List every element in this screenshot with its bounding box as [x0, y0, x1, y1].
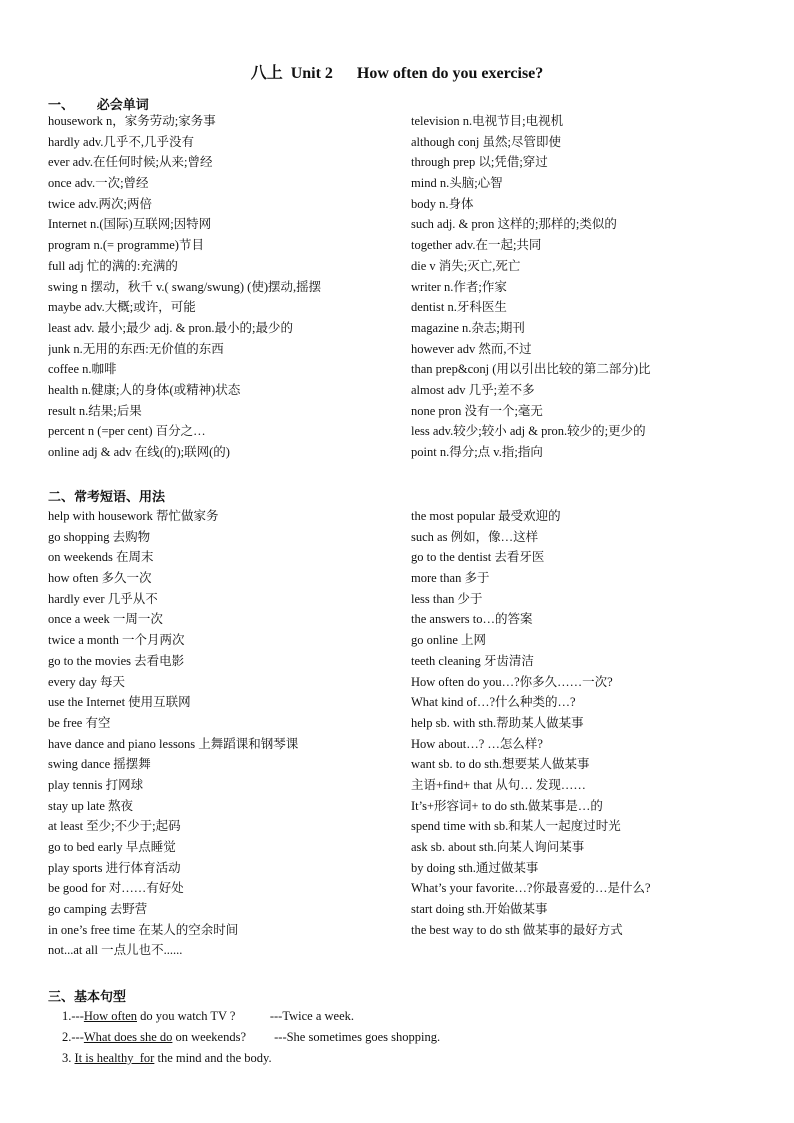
- underlined-answer: It is healthy for: [74, 1051, 155, 1065]
- phrase-item: It’s+形容词+ to do sth.做某事是…的: [411, 798, 603, 813]
- sentence-prefix: 2.---: [62, 1030, 84, 1044]
- vocab-item: magazine n.杂志;期刊: [411, 320, 525, 335]
- vocab-item: percent n (=per cent) 百分之…: [48, 424, 206, 439]
- phrase-item: teeth cleaning 牙齿清洁: [411, 653, 534, 668]
- vocab-item: health n.健康;人的身体(或精神)状态: [48, 382, 241, 397]
- vocab-item: through prep 以;凭借;穿过: [411, 155, 548, 170]
- phrase-item: 主语+find+ that 从句… 发现……: [411, 777, 586, 792]
- phrase-item: every day 每天: [48, 674, 126, 689]
- vocab-item: swing n 摆动，秋千 v.( swang/swung) (使)摆动,摇摆: [48, 279, 322, 294]
- vocab-item: although conj 虽然;尽管即使: [411, 134, 561, 149]
- phrase-item: less than 少于: [411, 591, 483, 606]
- phrases-left-column: [48, 506, 398, 961]
- vocab-item: ever adv.在任何时候;从来;曾经: [48, 155, 213, 170]
- phrase-item: help with housework 帮忙做家务: [48, 509, 219, 523]
- phrase-item: on weekends 在周末: [48, 550, 154, 565]
- vocab-item: hardly adv.几乎不,几乎没有: [48, 134, 195, 149]
- vocab-item: body n.身体: [411, 196, 474, 211]
- sentence-rest: do you watch TV ? ---Twice a week.: [137, 1009, 354, 1023]
- phrase-item: be good for 对……有好处: [48, 881, 184, 896]
- vocab-item: least adv. 最小;最少 adj. & pron.最小的;最少的: [48, 320, 293, 335]
- vocab-right-column: [411, 111, 781, 463]
- vocab-item: junk n.无用的东西:无价值的东西: [48, 341, 224, 356]
- sentence-3: [62, 1048, 440, 1069]
- phrase-item: by doing sth.通过做某事: [411, 860, 539, 875]
- phrase-item: help sb. with sth.帮助某人做某事: [411, 715, 584, 730]
- phrase-item: not...at all 一点儿也不......: [48, 943, 183, 958]
- vocab-item: full adj 忙的满的:充满的: [48, 258, 178, 273]
- sentence-list: [62, 1006, 440, 1069]
- vocab-section-heading: 一、 必会单词: [48, 97, 149, 112]
- phrase-item: ask sb. about sth.向某人询问某事: [411, 840, 585, 854]
- vocab-item: die v 消失;灭亡,死亡: [411, 258, 521, 273]
- phrase-item: use the Internet 使用互联网: [48, 695, 191, 710]
- phrase-item: the best way to do sth 做某事的最好方式: [411, 922, 623, 937]
- phrase-item: go to the dentist 去看牙医: [411, 550, 545, 565]
- phrase-item: go to bed early 早点睡觉: [48, 840, 176, 854]
- phrase-item: What’s your favorite…?你最喜爱的…是什么?: [411, 881, 651, 896]
- vocab-left-column: [48, 111, 398, 463]
- phrase-item: hardly ever 几乎从不: [48, 591, 158, 606]
- sentence-rest: the mind and the body.: [154, 1051, 272, 1065]
- phrase-item: start doing sth.开始做某事: [411, 902, 548, 917]
- phrase-item: be free 有空: [48, 715, 111, 730]
- sentences-section-heading: 三、基本句型: [48, 989, 127, 1004]
- vocab-item: coffee n.咖啡: [48, 362, 117, 377]
- phrase-item: such as 例如，像…这样: [411, 529, 539, 544]
- phrase-item: stay up late 熬夜: [48, 798, 134, 813]
- vocab-item: maybe adv.大概;或许，可能: [48, 300, 196, 315]
- vocab-item: mind n.头脑;心智: [411, 176, 503, 191]
- phrase-item: What kind of…?什么种类的…?: [411, 695, 576, 710]
- phrase-item: How about…? …怎么样?: [411, 736, 543, 751]
- phrase-item: the answers to…的答案: [411, 612, 533, 627]
- vocab-item: point n.得分;点 v.指;指向: [411, 445, 543, 459]
- vocab-item: less adv.较少;较小 adj & pron.较少的;更少的: [411, 424, 646, 439]
- phrase-item: swing dance 摇摆舞: [48, 757, 151, 772]
- phrases-section-heading: 二、常考短语、用法: [48, 489, 166, 504]
- sentence-rest: on weekends? ---She sometimes goes shopping.: [172, 1030, 441, 1044]
- vocab-item: Internet n.(国际)互联网;因特网: [48, 217, 212, 232]
- phrase-item: have dance and piano lessons 上舞蹈课和钢琴课: [48, 736, 299, 751]
- phrase-item: go shopping 去购物: [48, 529, 151, 544]
- vocab-item: twice adv.两次;两倍: [48, 196, 153, 211]
- phrase-item: play sports 进行体育活动: [48, 860, 181, 875]
- phrase-item: more than 多于: [411, 571, 490, 586]
- vocab-item: writer n.作者;作家: [411, 279, 507, 294]
- phrase-item: go to the movies 去看电影: [48, 653, 185, 668]
- underlined-answer: What does she do: [83, 1030, 173, 1044]
- phrase-item: play tennis 打网球: [48, 777, 144, 792]
- vocab-item: housework n，家务劳动;家务事: [48, 114, 216, 128]
- phrase-item: spend time with sb.和某人一起度过时光: [411, 819, 621, 834]
- phrase-item: the most popular 最受欢迎的: [411, 509, 561, 523]
- phrase-item: at least 至少;不少于;起码: [48, 819, 181, 834]
- sentence-prefix: 3.: [62, 1051, 75, 1065]
- underlined-answer: How often: [83, 1009, 137, 1023]
- vocab-item: dentist n.牙科医生: [411, 300, 507, 315]
- vocab-item: almost adv 几乎;差不多: [411, 382, 535, 397]
- phrase-item: how often 多久一次: [48, 571, 152, 586]
- vocab-item: program n.(= programme)节目: [48, 238, 204, 253]
- phrase-item: twice a month 一个月两次: [48, 633, 185, 648]
- vocab-item: result n.结果;后果: [48, 403, 142, 418]
- vocab-item: together adv.在一起;共同: [411, 238, 542, 253]
- phrase-item: want sb. to do sth.想要某人做某事: [411, 757, 590, 772]
- vocab-item: once adv.一次;曾经: [48, 176, 149, 191]
- sentence-1: [62, 1006, 440, 1027]
- vocab-item: online adj & adv 在线(的);联网(的): [48, 445, 230, 459]
- phrase-item: in one’s free time 在某人的空余时间: [48, 922, 239, 937]
- phrase-item: once a week 一周一次: [48, 612, 163, 627]
- phrase-item: go online 上网: [411, 633, 486, 648]
- vocab-item: television n.电视节目;电视机: [411, 114, 564, 128]
- phrases-right-column: [411, 506, 781, 940]
- vocab-item: than prep&conj (用以引出比较的第二部分)比: [411, 362, 651, 377]
- page-title: 八上 Unit 2 How often do you exercise?: [250, 65, 544, 82]
- sentence-2: [62, 1027, 440, 1048]
- phrase-item: go camping 去野营: [48, 902, 148, 917]
- phrase-item: How often do you…?你多久……一次?: [411, 674, 613, 689]
- vocab-item: however adv 然而,不过: [411, 341, 532, 356]
- vocab-item: none pron 没有一个;毫无: [411, 403, 543, 418]
- sentence-prefix: 1.---: [62, 1009, 84, 1023]
- vocab-item: such adj. & pron 这样的;那样的;类似的: [411, 217, 617, 232]
